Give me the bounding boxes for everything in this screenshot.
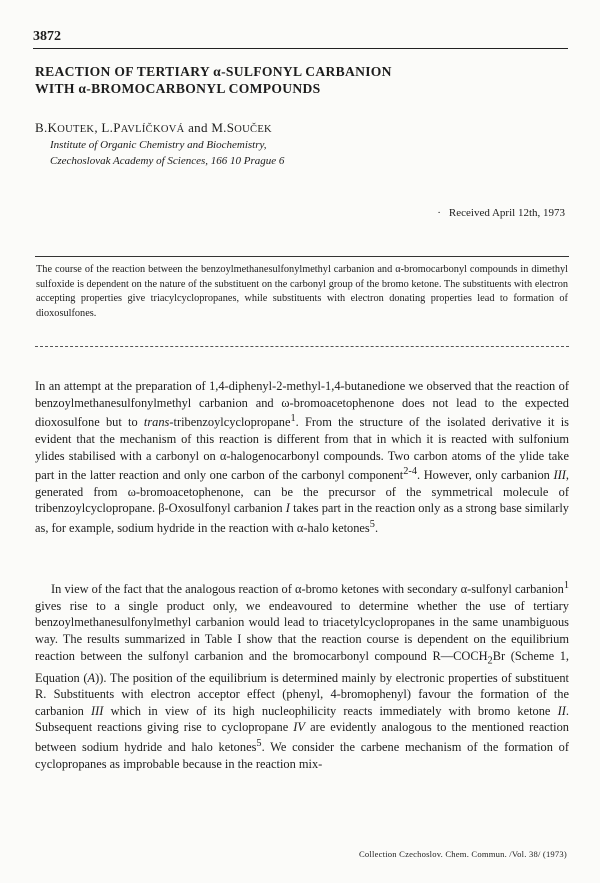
citation-ref: 1 [290, 413, 296, 425]
citation-ref: 5 [369, 519, 375, 530]
citation-ref: 2-4 [403, 466, 418, 478]
citation-ref: 5 [256, 737, 262, 749]
compound-ref: III [553, 468, 566, 483]
abstract-top-rule [35, 256, 569, 257]
journal-footer: Collection Czechoslov. Chem. Commun. /Vol. 38/ (1973) [358, 849, 567, 859]
affiliation [50, 138, 284, 169]
header-rule [33, 48, 568, 49]
body-paragraph-1: In an attempt at the preparation of 1,4-diphenyl-2-methyl-1,4-butanedione we observed that the reaction of benzoylmethanesulfonylmethyl carbanion and ω-bromoacetophenone does not lead to the expected dioxosulfone but to trans-tribenzoylcyclopropane$^1$. From the structure of the isolated derivative it is evident that the mechanism of this reaction is different from that in which it is reacted with sulfonium ylides stabilised with a carbonyl on α-halogenocarbonyl compounds. Two carbon atoms of the ylide take part in the latter reaction and only one carbon of the carbonyl component$^{2-4}$. However, only carbanion III, generated from ω-bromoacetophenone, can be the precursor of the symmetrical molecule of tribenzoylcyclopropane. β-Oxosulfonyl carbanion I takes part in the reaction only as a strong base similarly as, for example, sodium hydride in the reaction with α-halo ketones$^5$. [35, 379, 569, 536]
affiliation-line-2: Czechoslovak Academy of Sciences, 166 10 Prague 6 [50, 154, 285, 167]
citation-ref: 1 [563, 580, 569, 591]
compound-ref: II [557, 703, 566, 718]
received-text: Received April 12th, 1973 [448, 207, 565, 219]
author-soucek: M.SOUČEK [211, 120, 272, 135]
compound-ref: I [285, 501, 290, 516]
author-conjunction: and [188, 120, 208, 135]
affiliation-line-1: Institute of Organic Chemistry and Biochemistry, [50, 139, 267, 151]
abstract-bottom-rule [35, 346, 569, 347]
title-line-1: REACTION OF TERTIARY α-SULFONYL CARBANION [35, 64, 392, 79]
author-list: B.KOUTEK, L.PAVLÍČKOVÁ and M.SOUČEK [35, 120, 272, 135]
body-paragraph-2: In view of the fact that the analogous reaction of α-bromo ketones with secondary α-sulfonyl carbanion$^1$ gives rise to a single product only, we endeavoured to determine whether the use of tertiary benzoylmethanesulfonylmethyl carbanion would lead to triacetylcyclopropanes in the same unambiguous way. The results summarized in Table I show that the reaction course is dependent on the equilibrium reaction between the sulfonyl carbanion and the bromocarbonyl compound $R—COCH_2Br$ (Scheme 1, Equation (A)). The position of the equilibrium is determined mainly by electronic properties of substituent R. Substituents with electron acceptor effect (phenyl, 4-bromophenyl) favour the formation of the carbanion III which in view of its high nucleophilicity reacts immediately with bromo ketone II. Subsequent reactions giving rise to cyclopropane IV are evidently analogous to the mentioned reaction between sodium hydride and halo ketones$^5$. We consider the carbene mechanism of the formation of cyclopropanes as improbable because in the reaction mix- [35, 580, 570, 771]
article-title [35, 63, 555, 97]
compound-ref: IV [293, 720, 305, 735]
abstract: The course of the reaction between the benzoylmethanesulfonylmethyl carbanion and α-bromocarbonyl compounds in dimethyl sulfoxide is dependent on the nature of the substituent on the carbonyl group of the bromo ketone. The substituents with electron accepting properties give triacylcyclopropanes, while substituents with electron donating properties lead to formation of dioxosulfones. [36, 264, 568, 319]
author-koutek: B.KOUTEK [35, 120, 95, 135]
compound-ref: III [91, 703, 104, 718]
received-date: · Received April 12th, 1973 [437, 207, 565, 219]
page-number: 3872 [33, 29, 61, 44]
title-line-2: WITH α-BROMOCARBONYL COMPOUNDS [35, 81, 321, 96]
author-pavlickova: L.PAVLÍČKOVÁ [101, 120, 185, 135]
